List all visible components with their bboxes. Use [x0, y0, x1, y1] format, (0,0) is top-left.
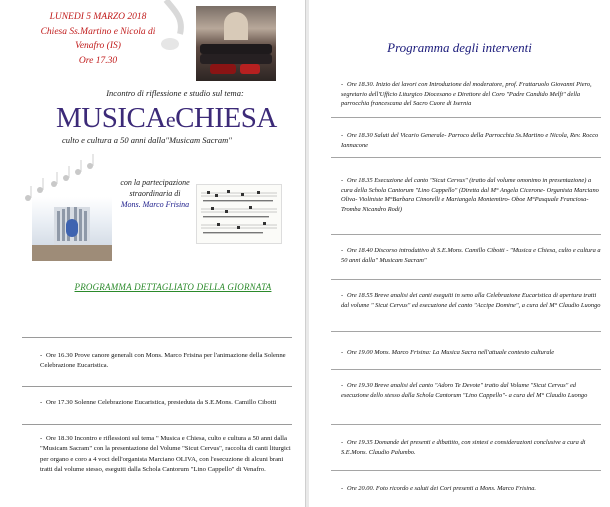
- entry-text: Ore 18.30 Incontro e riflessioni sul tema " Musica e Chiesa, culto e cultura a 50 anni dalla "Musicam Sacram" con la presentazione del Volume "Sicut Cervus", raccolta di canti liturgici per organo e coro a 4 voci dell'organista Marciano OLIVA, con l'esecuzione di alcuni brani tratti dal volume stesso, eseguiti dalla Schola Cantorum "Lino Cappello" di Venafro.: [40, 435, 291, 474]
- divider: [331, 470, 601, 471]
- divider: [331, 331, 601, 332]
- divider: [331, 157, 601, 158]
- event-location: Chiesa Ss.Martino e Nicola di Venafro (IS): [40, 26, 156, 52]
- event-headline: [56, 102, 277, 134]
- organ-photo: [32, 197, 112, 261]
- program-entry: - Ore 18.30 Incontro e riflessioni sul tema " Musica e Chiesa, culto e cultura a 50 anni dalla "Musicam Sacram" con la presentazione del Volume "Sicut Cervus", raccolta di canti liturgici per organo e coro a 4 voci dell'organista Marciano OLIVA, con l'esecuzione di alcuni brani tratti dal volume stesso, eseguiti dalla Schola Cantorum "Lino Cappello" di Venafro.: [40, 435, 291, 474]
- entry-text: Ore 16.30 Prove canore generali con Mons. Marco Frisina per l'animazione della Solenne Celebrazione Eucaristica.: [40, 352, 286, 370]
- entry-text: Ore 18.30 Saluti del Vicario Generale- Parroco della Parrocchia Ss.Martino e Nicola, Rev. Rocco Iannacone: [341, 132, 599, 149]
- divider: [22, 386, 292, 387]
- meeting-caption: Incontro di riflessione e studio sul tema:: [106, 88, 244, 98]
- divider: [331, 117, 601, 118]
- divider: [331, 369, 601, 370]
- program-entry: - Ore 18.40 Discorso introduttivo di S.E.Mons. Camillo Cibotti - "Musica e Chiesa, culto e cultura a 50 anni dalla" Musicam Sacram": [341, 247, 601, 264]
- headline-e: e: [165, 107, 176, 132]
- divider: [22, 337, 292, 338]
- divider: [331, 234, 601, 235]
- participation-note: [114, 178, 196, 210]
- program-title: Programma degli interventi: [387, 40, 532, 55]
- event-subtitle: culto e cultura a 50 anni dalla"Musicam Sacram": [62, 135, 232, 145]
- event-header: [38, 10, 158, 69]
- section-heading: PROGRAMMA DETTAGLIATO DELLA GIORNATA: [74, 282, 272, 292]
- divider: [22, 424, 292, 425]
- entry-text: Ore 18.40 Discorso introduttivo di S.E.Mons. Camillo Cibotti - "Musica e Chiesa, culto e cultura a 50 anni dalla" Musicam Sacram": [341, 247, 601, 264]
- right-page: [309, 0, 610, 507]
- program-entry: - Ore 19.00 Mons. Marco Frisina: La Musica Sacra nell'attuale contesto culturale: [341, 349, 555, 356]
- program-entry: - Ore 18.30 Saluti del Vicario Generale- Parroco della Parrocchia Ss.Martino e Nicola, Rev. Rocco Iannacone: [341, 132, 599, 149]
- entry-text: Ore 19.30 Breve analisi del canto "Adoro Te Devote" tratto dal Volume "Sicut Cervus" ed esecuzione dello stesso dalla Schola Cantorum "Lino Cappello"- a cura del M° Claudio Luongo: [341, 382, 588, 399]
- program-entry: - Ore 17.30 Solenne Celebrazione Eucaristica, presieduta da S.E.Mons. Camillo Cibotti: [40, 399, 277, 406]
- entry-text: Ore 17.30 Solenne Celebrazione Eucaristica, presieduta da S.E.Mons. Camillo Cibotti: [46, 399, 277, 406]
- guest-name: Mons. Marco Frisina: [120, 199, 190, 209]
- program-entry: - Ore 16.30 Prove canore generali con Mons. Marco Frisina per l'animazione della Solenne Celebrazione Eucaristica.: [40, 352, 286, 370]
- entry-text: Ore 18.30. Inizio dei lavori con Introduzione del moderatore, prof. Frattaruolo Giovanni Piero, segretario dell'Ufficio Liturgico Diocesano e Direttore del Coro "Padre Candido Melfi" della parrocchia francescana del Sacro Cuore di Isernia: [341, 81, 592, 108]
- participation-line: con la partecipazione straordinaria di: [120, 178, 190, 198]
- event-date: LUNEDI 5 MARZO 2018: [49, 12, 147, 22]
- program-entry: - Ore 18.55 Breve analisi dei canti eseguiti in seno alla Celebrazione Eucaristica di apertura tratti dal volume " Sicut Cervus" ed esecuzione del canto "Accipe Domine", a cura del M° Claudio Luongo: [341, 292, 601, 309]
- sheet-music-image: [196, 184, 282, 244]
- entry-text: Ore 20.00. Foto ricordo e saluti dei Cori presenti a Mons. Marco Frisina.: [347, 485, 536, 492]
- entry-text: Ore 18.35 Esecuzione del canto "Sicut Cervus" (tratto dal volume omonimo in presentazione) a cura della Schola Cantorum "Lino Cappello" (Diretta dal M° Angela Cicerone- Organista Marciano Oliva- Violiniste M°Barbara Cimorelli e Mariangela Montemitro- Oboe M°Pasquale Franciosa- Tromba Nicandro Rodi): [341, 177, 599, 213]
- entry-text: Ore 19.35 Domande dei presenti e dibattito, con sintesi e considerazioni conclusive a cura di S.E.Mons. Claudio Palumbo.: [341, 439, 586, 456]
- program-entry: - Ore 19.30 Breve analisi del canto "Adoro Te Devote" tratto dal Volume "Sicut Cervus" ed esecuzione dello stesso dalla Schola Cantorum "Lino Cappello"- a cura del M° Claudio Luongo: [341, 382, 588, 399]
- event-time: Ore 17.30: [78, 56, 118, 67]
- headline-chiesa: CHIESA: [175, 102, 277, 134]
- program-entry: - Ore 20.00. Foto ricordo e saluti dei Cori presenti a Mons. Marco Frisina.: [341, 485, 536, 492]
- program-entry: - Ore 19.35 Domande dei presenti e dibattito, con sintesi e considerazioni conclusive a cura di S.E.Mons. Claudio Palumbo.: [341, 439, 586, 456]
- program-entry: - Ore 18.35 Esecuzione del canto "Sicut Cervus" (tratto dal volume omonimo in presentazione) a cura della Schola Cantorum "Lino Cappello" (Diretta dal M° Angela Cicerone- Organista Marciano Oliva- Violiniste M°Barbara Cimorelli e Mariangela Montemitro- Oboe M°Pasquale Franciosa- Tromba Nicandro Rodi): [341, 177, 599, 213]
- music-note-icon: [160, 0, 186, 52]
- headline-musica: MUSICA: [56, 102, 166, 134]
- divider: [331, 424, 601, 425]
- entry-text: Ore 19.00 Mons. Marco Frisina: La Musica Sacra nell'attuale contesto culturale: [347, 349, 555, 356]
- entry-text: Ore 18.55 Breve analisi dei canti eseguiti in seno alla Celebrazione Eucaristica di apertura tratti dal volume " Sicut Cervus" ed esecuzione del canto "Accipe Domine", a cura del M° Claudio Luongo: [341, 292, 601, 309]
- divider: [331, 279, 601, 280]
- program-entry: - Ore 18.30. Inizio dei lavori con Introduzione del moderatore, prof. Frattaruolo Giovanni Piero, segretario dell'Ufficio Liturgico Diocesano e Direttore del Coro "Padre Candido Melfi" della parrocchia francescana del Sacro Cuore di Isernia: [341, 81, 592, 108]
- choir-photo: [196, 6, 276, 81]
